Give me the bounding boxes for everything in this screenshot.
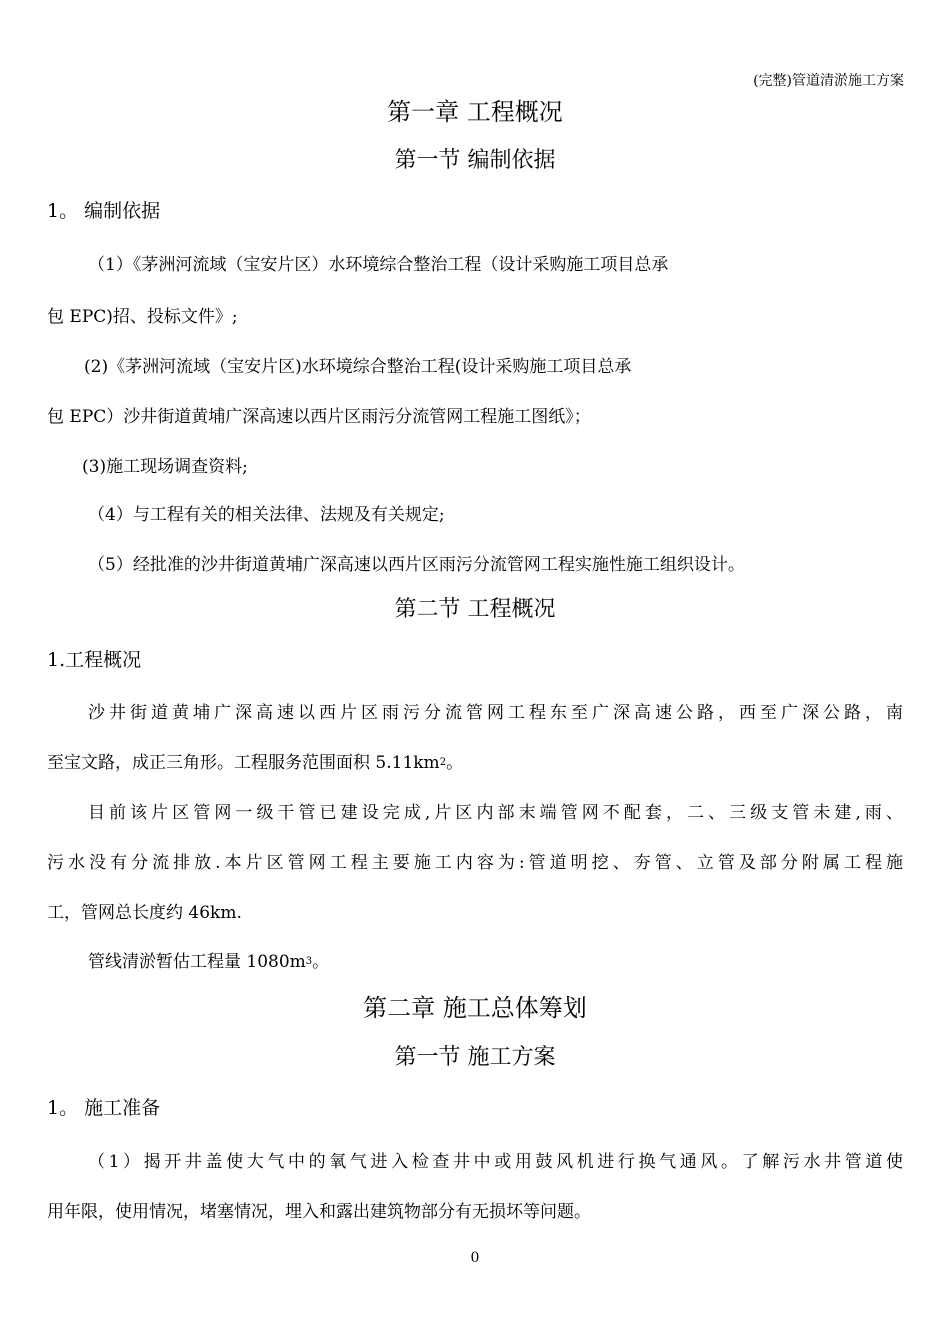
overview-para-2-line-3: 工，管网总长度约 46km.: [47, 903, 242, 923]
basis-item-2-line-2: 包 EPC）沙井街道黄埔广深高速以西片区雨污分流管网工程施工图纸》；: [47, 407, 591, 427]
overview-para-3: 管线清淤暂估工程量 $1080m_3$。: [88, 952, 330, 972]
page-number: 0: [470, 1250, 480, 1266]
superscript-2: 2: [439, 757, 447, 768]
preparation-para-1-line-1: （1）揭开井盖使大气中的氧气进入检查井中或用鼓风机进行换气通风。了解污水井管道使: [88, 1152, 903, 1172]
basis-item-1-line-1: （1）《茅洲河流域（宝安片区）水环境综合整治工程（设计采购施工项目总承: [88, 255, 669, 275]
item-compilation-basis: 1。 编制依据: [47, 200, 161, 222]
superscript-3: 3: [305, 956, 313, 967]
overview-para-1-line-2: 至宝文路，成正三角形。工程服务范围面积 $5.11km_2$。: [47, 753, 464, 773]
preparation-para-1-line-2: 用年限，使用情况，堵塞情况，埋入和露出建筑物部分有无损坏等问题。: [47, 1202, 591, 1222]
chapter-2-title: 第二章 施工总体筹划: [363, 994, 587, 1022]
basis-item-5: （5）经批准的沙井街道黄埔广深高速以西片区雨污分流管网工程实施性施工组织设计。: [88, 555, 745, 575]
basis-item-3: (3)施工现场调查资料;: [82, 457, 248, 477]
chapter-1-section-2-title: 第二节 工程概况: [394, 597, 556, 622]
item-construction-preparation: 1。 施工准备: [47, 1097, 161, 1119]
header-document-title: (完整)管道清淤施工方案: [753, 73, 904, 89]
overview-para-1-line-1: 沙井街道黄埔广深高速以西片区雨污分流管网工程东至广深高速公路，西至广深公路，南: [88, 703, 903, 723]
overview-para-2-line-1: 目前该片区管网一级干管已建设完成,片区内部末端管网不配套，二、三级支管未建,雨、: [88, 803, 903, 823]
overview-para-2-line-2: 污水没有分流排放.本片区管网工程主要施工内容为:管道明挖、夯管、立管及部分附属工程施: [47, 853, 903, 873]
chapter-1-title: 第一章 工程概况: [387, 98, 563, 126]
basis-item-1-line-2: 包 EPC)招、投标文件》;: [47, 307, 238, 327]
chapter-2-section-1-title: 第一节 施工方案: [394, 1045, 556, 1070]
item-project-overview: 1.工程概况: [47, 649, 142, 671]
chapter-1-section-1-title: 第一节 编制依据: [394, 148, 556, 173]
basis-item-4: （4）与工程有关的相关法律、法规及有关规定;: [88, 505, 445, 525]
basis-item-2-line-1: (2)《茅洲河流域（宝安片区)水环境综合整治工程(设计采购施工项目总承: [84, 357, 632, 377]
